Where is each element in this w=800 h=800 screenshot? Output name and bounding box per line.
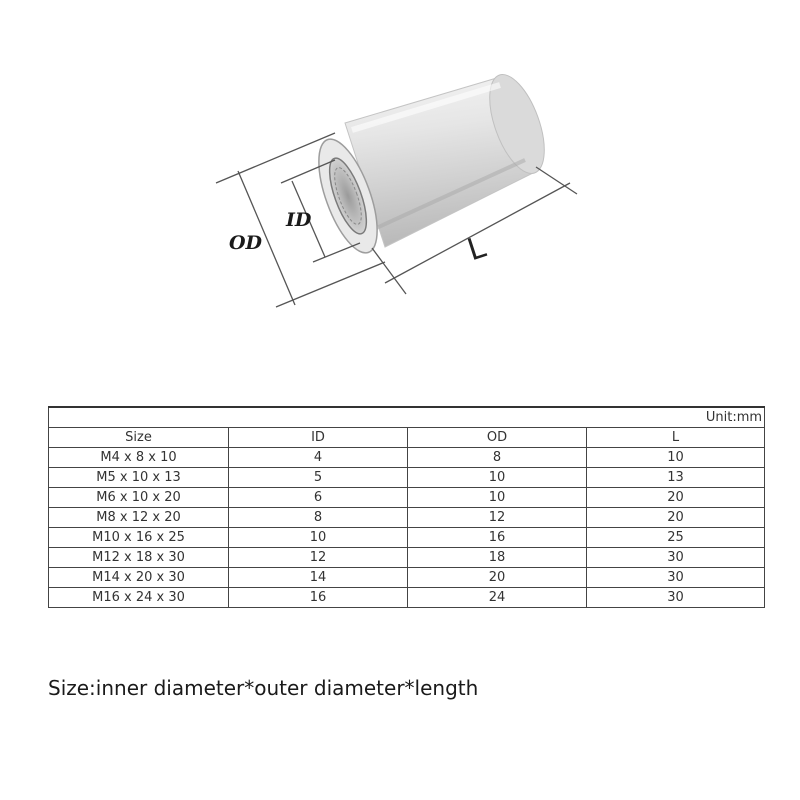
cell-size: M4 x 8 x 10 [49,448,229,468]
cell-id: 6 [229,488,408,508]
cell-id: 14 [229,568,408,588]
cell-size: M12 x 18 x 30 [49,548,229,568]
cell-size: M14 x 20 x 30 [49,568,229,588]
header-row [49,428,765,448]
cell-size: M5 x 10 x 13 [49,468,229,488]
od-label: OD [229,232,263,254]
cell-od: 10 [408,468,587,488]
cell-id: 8 [229,508,408,528]
coupling-nut-diagram [0,0,800,380]
header-size: Size [49,428,229,448]
cell-od: 8 [408,448,587,468]
cell-size: M10 x 16 x 25 [49,528,229,548]
cell-size: M16 x 24 x 30 [49,588,229,608]
length-label: L [463,229,490,269]
table-row [49,448,765,468]
cell-size: M6 x 10 x 20 [49,488,229,508]
cell-length: 13 [587,468,765,488]
cell-od: 10 [408,488,587,508]
cell-length: 20 [587,508,765,528]
cell-od: 16 [408,528,587,548]
table-row [49,588,765,608]
unit-row [49,407,765,428]
table-row [49,548,765,568]
cell-length: 25 [587,528,765,548]
id-label: ID [286,209,312,231]
cell-id: 16 [229,588,408,608]
cell-id: 10 [229,528,408,548]
cell-length: 20 [587,488,765,508]
cell-od: 24 [408,588,587,608]
unit-label: Unit:mm [49,407,765,428]
cell-id: 12 [229,548,408,568]
spec-table [48,406,765,608]
table-row [49,528,765,548]
cell-id: 5 [229,468,408,488]
header-length: L [587,428,765,448]
cell-length: 30 [587,588,765,608]
table-row [49,508,765,528]
cell-od: 20 [408,568,587,588]
cell-od: 12 [408,508,587,528]
table-row [49,568,765,588]
table-row [49,488,765,508]
size-caption: Size:inner diameter*outer diameter*length [48,676,479,700]
cell-length: 30 [587,568,765,588]
cell-size: M8 x 12 x 20 [49,508,229,528]
header-od: OD [408,428,587,448]
cell-length: 30 [587,548,765,568]
table-row [49,468,765,488]
header-id: ID [229,428,408,448]
cell-od: 18 [408,548,587,568]
cell-id: 4 [229,448,408,468]
cell-length: 10 [587,448,765,468]
